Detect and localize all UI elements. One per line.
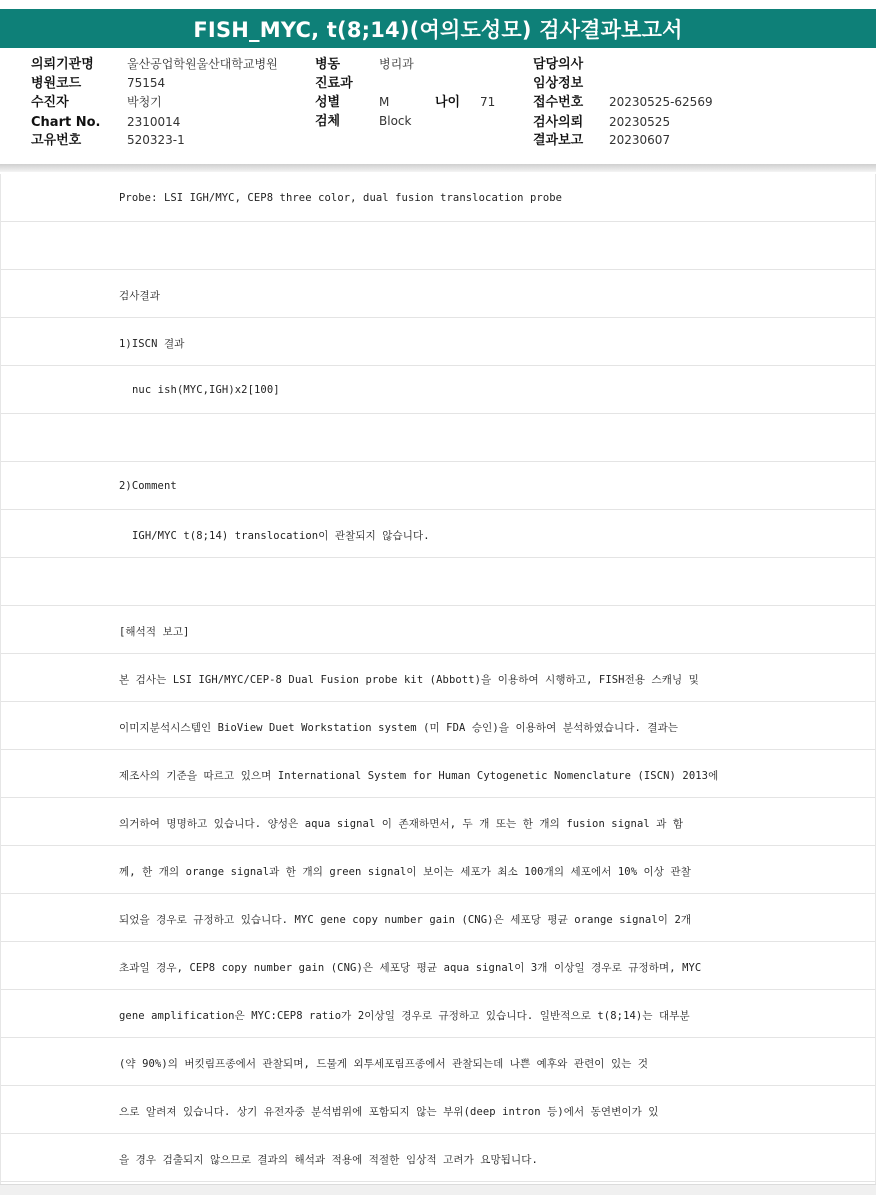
report-line-text: 을 경우 검출되지 않으므로 결과의 해석과 적용에 적절한 임상적 고려가 요망됩니다. — [119, 1154, 538, 1166]
label-sex: 성별 — [315, 95, 341, 110]
report-line — [1, 606, 875, 654]
report-line — [1, 462, 875, 510]
report-line-text: 이미지분석시스템인 BioView Duet Workstation system (미 FDA 승인)을 이용하여 분석하였습니다. 결과는 — [119, 722, 679, 734]
report-line — [1, 270, 875, 318]
report-line-text: 의거하여 명명하고 있습니다. 양성은 aqua signal 이 존재하면서, 두 개 또는 한 개의 fusion signal 과 함 — [119, 818, 684, 830]
report-line — [1, 1134, 875, 1182]
report-line-text: gene amplification은 MYC:CEP8 ratio가 2이상일 경우로 규정하고 있습니다. 일반적으로 t(8;14)는 대부분 — [119, 1010, 690, 1022]
label-ward: 병동 — [315, 57, 341, 72]
value-patient-name: 박청기 — [127, 95, 162, 109]
value-report-date: 20230607 — [609, 133, 671, 147]
value-requesting-institution: 울산공업학원울산대학교병원 — [127, 57, 278, 71]
value-chart-no: 2310014 — [127, 115, 181, 129]
report-line-text: 으로 알려져 있습니다. 상기 유전자중 분석범위에 포함되지 않는 부위(deep intron 등)에서 동연변이가 있 — [119, 1106, 659, 1118]
report-line — [1, 654, 875, 702]
report-title: FISH_MYC, t(8;14)(여의도성모) 검사결과보고서 — [0, 9, 876, 48]
report-line — [1, 174, 875, 222]
report-line — [1, 990, 875, 1038]
report-line — [1, 510, 875, 558]
value-specimen: Block — [379, 114, 412, 128]
label-request-date: 검사의뢰 — [533, 115, 584, 130]
value-ward: 병리과 — [379, 57, 414, 71]
report-line-text: (약 90%)의 버킷림프종에서 관찰되며, 드물게 외투세포림프종에서 관찰되는데 나쁜 예후와 관련이 있는 것 — [119, 1058, 649, 1070]
report-line-text: 2)Comment — [119, 480, 177, 492]
bottom-scroll-area — [0, 1184, 876, 1195]
label-patient-name: 수진자 — [31, 95, 69, 110]
report-line-text: 1)ISCN 결과 — [119, 338, 185, 350]
report-line-text: IGH/MYC t(8;14) translocation이 관찰되지 않습니다. — [132, 530, 430, 542]
report-line — [1, 894, 875, 942]
label-clinical-info: 임상정보 — [533, 76, 584, 91]
report-line — [1, 366, 875, 414]
report-line — [1, 1038, 875, 1086]
value-accession-no: 20230525-62569 — [609, 95, 713, 109]
report-line — [1, 798, 875, 846]
value-hospital-code: 75154 — [127, 76, 166, 90]
label-department: 진료과 — [315, 76, 353, 91]
label-unique-id: 고유번호 — [31, 133, 82, 148]
report-line-text: 초과일 경우, CEP8 copy number gain (CNG)은 세포당 평균 aqua signal이 3개 이상일 경우로 규정하며, MYC — [119, 962, 702, 974]
report-line — [1, 558, 875, 606]
label-age: 나이 — [435, 95, 461, 110]
value-unique-id: 520323-1 — [127, 133, 185, 147]
report-line — [1, 222, 875, 270]
label-chart-no: Chart No. — [31, 115, 101, 130]
label-report-date: 결과보고 — [533, 133, 584, 148]
report-line-text: Probe: LSI IGH/MYC, CEP8 three color, dual fusion translocation probe — [119, 192, 563, 204]
label-requesting-institution: 의뢰기관명 — [31, 57, 94, 72]
report-line-text: 되었을 경우로 규정하고 있습니다. MYC gene copy number gain (CNG)은 세포당 평균 orange signal이 2개 — [119, 914, 692, 926]
report-line-text: nuc ish(MYC,IGH)x2[100] — [132, 384, 280, 396]
report-line — [1, 414, 875, 462]
report-line-text: 께, 한 개의 orange signal과 한 개의 green signal이 보이는 세포가 최소 100개의 세포에서 10% 이상 관찰 — [119, 866, 691, 878]
report-line — [1, 702, 875, 750]
report-line — [1, 1086, 875, 1134]
report-line — [1, 846, 875, 894]
label-attending-doctor: 담당의사 — [533, 57, 584, 72]
label-hospital-code: 병원코드 — [31, 76, 82, 91]
label-accession-no: 접수번호 — [533, 95, 584, 110]
report-line — [1, 942, 875, 990]
label-specimen: 검체 — [315, 114, 341, 129]
patient-info-block — [0, 48, 876, 164]
value-age: 71 — [480, 95, 496, 109]
report-body[interactable] — [0, 174, 876, 1184]
report-line-text: 검사결과 — [119, 290, 160, 302]
header-divider — [0, 164, 876, 172]
report-line-text: 제조사의 기준을 따르고 있으며 International System for Human Cytogenetic Nomenclature (ISCN) 2013에 — [119, 770, 719, 782]
report-line-text: 본 검사는 LSI IGH/MYC/CEP-8 Dual Fusion probe kit (Abbott)을 이용하여 시행하고, FISH전용 스캐닝 및 — [119, 674, 699, 686]
value-request-date: 20230525 — [609, 115, 671, 129]
report-line — [1, 318, 875, 366]
report-line-text: [해석적 보고] — [119, 626, 190, 638]
report-line — [1, 750, 875, 798]
value-sex: M — [379, 95, 390, 109]
